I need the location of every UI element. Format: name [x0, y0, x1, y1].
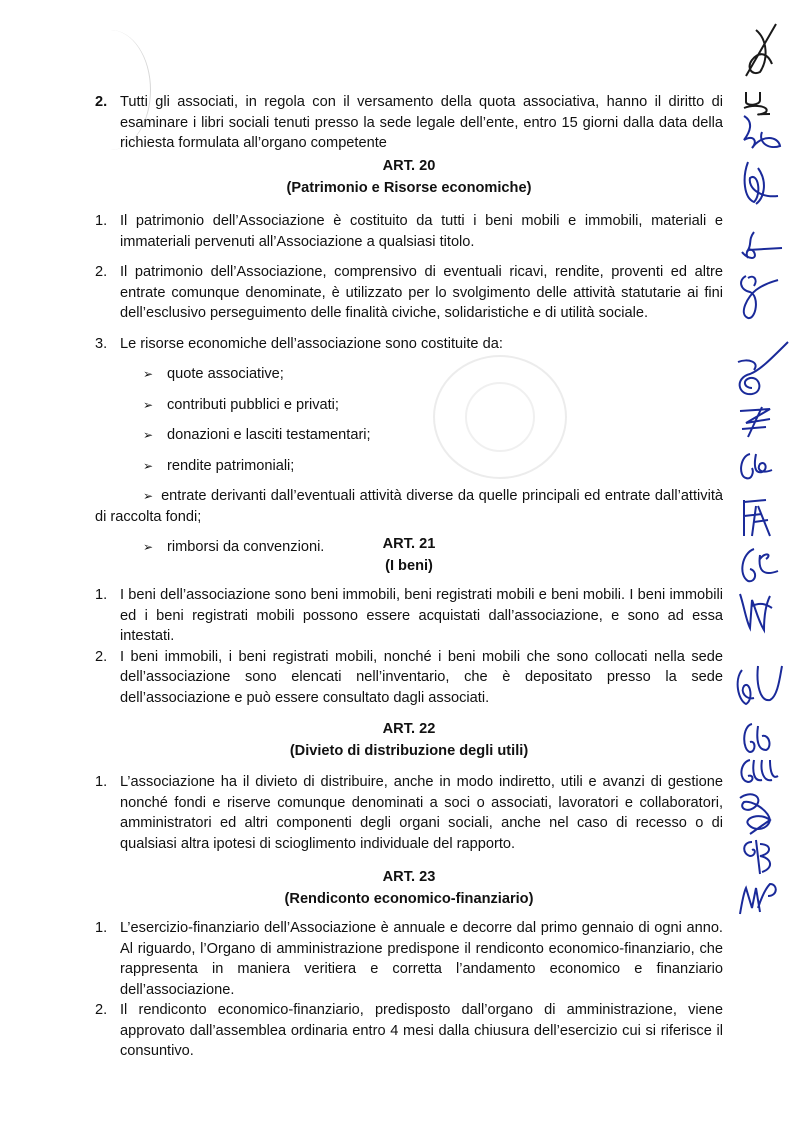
- arrow-bullet-icon: ➢: [143, 367, 154, 381]
- signature-initial-9: [736, 450, 776, 484]
- signature-initial-10: [738, 496, 778, 538]
- article-23: [95, 866, 723, 1062]
- signature-initial-12: [736, 590, 780, 634]
- list-item: [95, 456, 723, 477]
- paragraph-text: Le risorse economiche dell’associazione sono costituite da:: [120, 335, 503, 352]
- signature-initial-15: [736, 756, 780, 786]
- paragraph-number: 2.: [95, 648, 108, 665]
- paragraph-number: 1.: [95, 213, 108, 229]
- signature-initial-1: [738, 20, 788, 80]
- list-item-text: rimborsi da convenzioni.: [167, 539, 325, 555]
- article-title: (Rendiconto economico-finanziario): [284, 891, 534, 907]
- intro-section: [95, 92, 723, 154]
- paragraph: [95, 918, 723, 1000]
- paragraph-text: Il patrimonio dell’Associazione è costituito da tutti i beni mobili e immobili, materiali e immateriali pervenuti all’Associazione a qualsiasi titolo.: [120, 213, 723, 250]
- paragraph-number: 1.: [95, 774, 108, 790]
- paragraph-text: L’esercizio-finanziario dell’Associazione è annuale e decorre dal primo gennaio di ogni anno. Al riguardo, l’Organo di amministrazione predispone il rendiconto economico-finanziario, che rappresenta in maniera veritiera e corretta l’andamento economico e finanziario dell’associazione.: [120, 920, 723, 998]
- article-number: ART. 22: [382, 721, 436, 737]
- arrow-bullet-icon: ➢: [143, 540, 154, 554]
- article-number: ART. 23: [382, 869, 436, 885]
- article-22: [95, 718, 723, 854]
- signature-initial-8: [736, 405, 776, 439]
- paragraph-text: L’associazione ha il divieto di distribuire, anche in modo indiretto, utili e avanzi di gestione nonché fondi e riserve comunque denominati a soci o associati, lavoratori e collaboratori, amministratori ed altri componenti degli organi sociali, anche nel caso di recesso o di qualsiasi altra ipotesi di scioglimento individuale del rapporto.: [120, 774, 723, 852]
- list-item-text: contributi pubblici e privati;: [167, 396, 339, 413]
- signature-initial-16: [734, 790, 784, 836]
- signature-initial-11: [736, 545, 780, 585]
- signature-initial-18: [736, 878, 780, 918]
- paragraph-number: 2.: [95, 94, 108, 110]
- list-item: [95, 425, 723, 446]
- paragraph-text: I beni immobili, i beni registrati mobili, nonché i beni mobili che sono collocati nella sede dell’associazione sono elencati nell’inventario, che è depositato presso la sede dell’associazione e può essere consultato dagli associati.: [120, 648, 723, 706]
- paragraph-number: 1.: [95, 920, 108, 936]
- signature-initial-5: [738, 230, 784, 266]
- paragraph-number: 3.: [95, 335, 108, 352]
- article-number: ART. 21: [382, 536, 436, 552]
- paragraph: [95, 772, 723, 854]
- signature-initial-3: [738, 112, 788, 152]
- arrow-bullet-icon: ➢: [143, 489, 154, 503]
- article-number: ART. 20: [382, 158, 436, 174]
- paragraph-text: I beni dell’associazione sono beni immobili, beni registrati mobili e beni mobili. I beni immobili ed i beni registrati mobili possono essere acquistati dall’associazione, e sono ad essa intestati.: [120, 587, 723, 644]
- article-title: (I beni): [385, 558, 433, 574]
- list-item: [95, 364, 723, 385]
- signature-initial-13: [730, 660, 790, 710]
- paragraph-number: 2.: [95, 264, 108, 280]
- article-title: (Divieto di distribuzione degli utili): [289, 743, 529, 759]
- list-item: [95, 395, 723, 416]
- paragraph-text: Il patrimonio dell’Associazione, comprensivo di eventuali ricavi, rendite, proventi ed altre entrate comunque denominate, è utilizzato per lo svolgimento delle attività statutarie ai fini dell’esclusivo perseguimento delle finalità civiche, solidaristiche e di utilità sociale.: [120, 264, 723, 321]
- article-title: (Patrimonio e Risorse economiche): [286, 180, 532, 196]
- arrow-bullet-icon: ➢: [143, 428, 154, 442]
- article-21: [95, 533, 723, 708]
- signature-initial-6: [734, 270, 784, 324]
- list-item-text: entrate derivanti dall’eventuali attività diverse da quelle principali ed entrate dall’attività di raccolta fondi;: [95, 488, 723, 525]
- list-item-text: rendite patrimoniali;: [167, 457, 295, 474]
- signature-initial-14: [738, 720, 774, 756]
- paragraph-intro: [95, 92, 723, 154]
- paragraph: [95, 585, 723, 647]
- arrow-bullet-icon: ➢: [143, 397, 154, 412]
- paragraph-text: Tutti gli associati, in regola con il versamento della quota associativa, hanno il diritto di esaminare i libri sociali tenuti presso la sede legale dell’ente, entro 15 giorni dalla data della richiesta formulata all’organo competente: [120, 94, 723, 151]
- paragraph: [95, 262, 723, 324]
- paragraph: [95, 647, 723, 709]
- paragraph: [95, 211, 723, 252]
- paragraph: [95, 334, 723, 355]
- arrow-bullet-icon: ➢: [143, 458, 154, 473]
- list-item: [95, 486, 723, 527]
- list-item-text: donazioni e lasciti testamentari;: [167, 427, 371, 443]
- article-20: [95, 155, 723, 558]
- paragraph-text: Il rendiconto economico-finanziario, predisposto dall’organo di amministrazione, viene approvato dall’assemblea ordinaria entro 4 mesi dalla chiusura dell’esercizio cui si riferisce il consuntivo.: [120, 1002, 723, 1059]
- paragraph-number: 1.: [95, 587, 108, 603]
- signature-initial-4: [738, 158, 788, 208]
- paragraph-number: 2.: [95, 1002, 108, 1018]
- signature-initial-7: [730, 340, 790, 400]
- list-item-text: quote associative;: [167, 366, 284, 382]
- signature-initial-17: [738, 838, 778, 878]
- paragraph: [95, 1000, 723, 1062]
